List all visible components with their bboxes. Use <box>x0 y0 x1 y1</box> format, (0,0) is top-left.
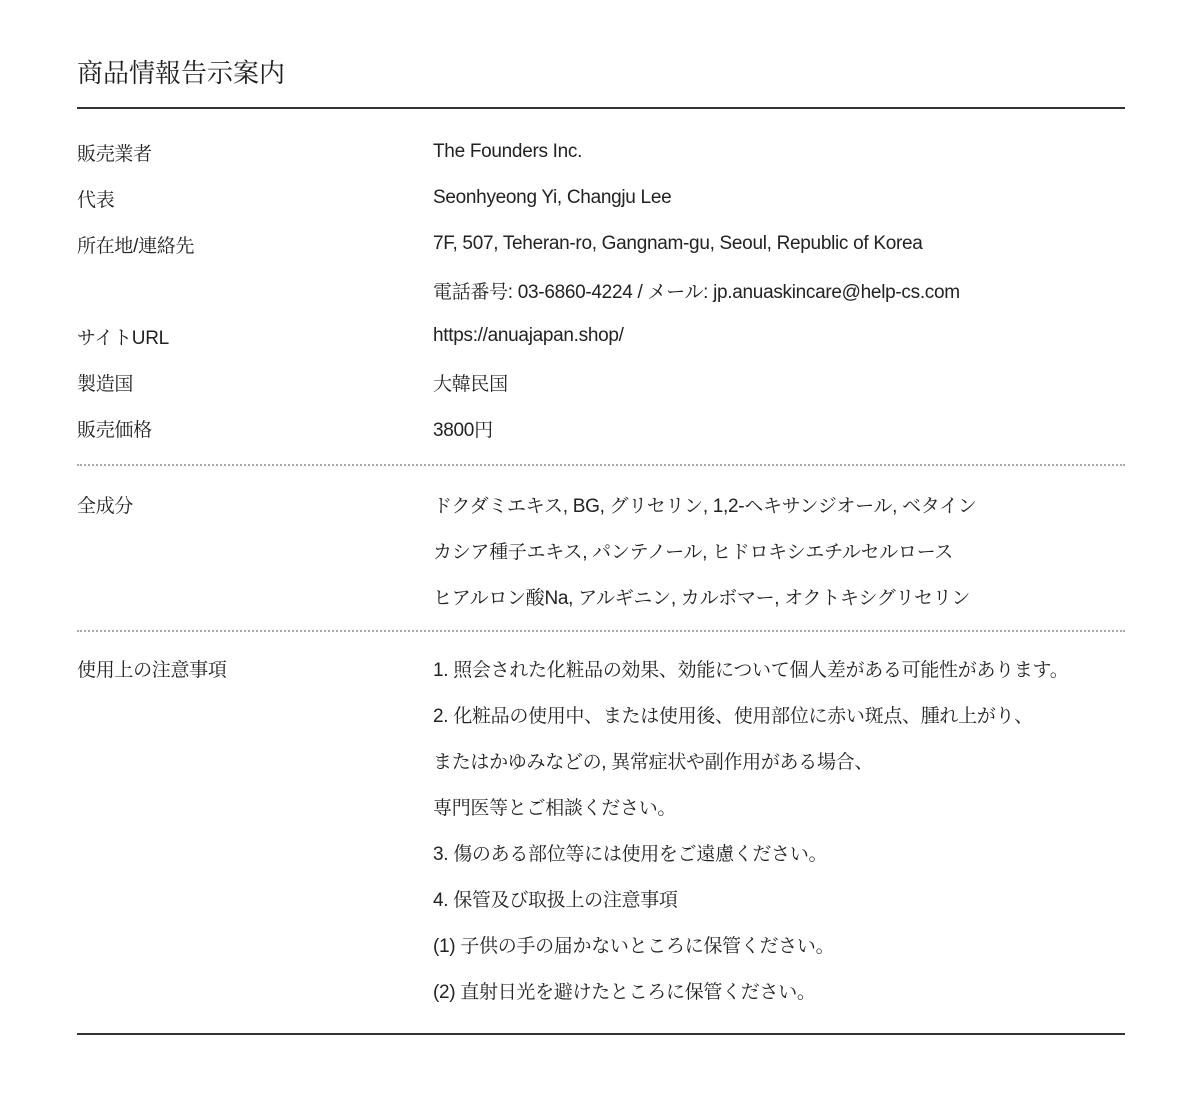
precaution-line: またはかゆみなどの, 異常症状や副作用がある場合、 <box>433 751 874 773</box>
precaution-line: 専門医等とご相談ください。 <box>433 797 677 819</box>
seller-info-section <box>77 129 1177 451</box>
precautions-label: 使用上の注意事項 <box>77 659 227 681</box>
info-value: 7F, 507, Teheran-ro, Gangnam-gu, Seoul, Republic of Korea <box>433 233 923 254</box>
info-label: 所在地/連絡先 <box>77 235 195 257</box>
ingredients-line: ヒアルロン酸Na, アルギニン, カルボマー, オクトキシグリセリン <box>433 587 971 609</box>
info-label: 代表 <box>77 189 115 211</box>
info-label: 製造国 <box>77 373 134 395</box>
info-row <box>77 267 1177 313</box>
precautions-section <box>77 645 1177 1013</box>
info-value: 大韓民国 <box>433 373 508 395</box>
info-label: 販売価格 <box>77 419 152 441</box>
info-row <box>77 175 1177 221</box>
site-url: https://anuajapan.shop/ <box>433 325 624 346</box>
precaution-line: (2) 直射日光を避けたところに保管ください。 <box>433 981 816 1003</box>
ingredients-line: ドクダミエキス, BG, グリセリン, 1,2-ヘキサンジオール, ベタイン <box>433 495 977 517</box>
precaution-line: 1. 照会された化粧品の効果、効能について個人差がある可能性があります。 <box>433 659 1069 681</box>
info-label: サイトURL <box>77 327 169 349</box>
info-value: Seonhyeong Yi, Changju Lee <box>433 187 672 208</box>
bottom-divider <box>77 1033 1125 1035</box>
precaution-line: 4. 保管及び取扱上の注意事項 <box>433 889 678 911</box>
price-value: 3800円 <box>433 419 493 441</box>
info-row <box>77 129 1177 175</box>
info-value: The Founders Inc. <box>433 141 583 162</box>
section-divider <box>77 464 1125 466</box>
precaution-line: 2. 化粧品の使用中、または使用後、使用部位に赤い斑点、腫れ上がり、 <box>433 705 1033 727</box>
precaution-line: 3. 傷のある部位等には使用をご遠慮ください。 <box>433 843 828 865</box>
precaution-line: (1) 子供の手の届かないところに保管ください。 <box>433 935 835 957</box>
section-divider <box>77 630 1125 632</box>
ingredients-line: カシア種子エキス, パンテノール, ヒドロキシエチルセルロース <box>433 541 954 563</box>
info-row <box>77 221 1177 267</box>
info-row <box>77 313 1177 359</box>
info-label: 販売業者 <box>77 143 152 165</box>
ingredients-section <box>77 481 1177 619</box>
top-divider <box>77 107 1125 109</box>
info-row <box>77 359 1177 405</box>
page-title: 商品情報告示案内 <box>77 58 286 88</box>
info-row <box>77 405 1177 451</box>
ingredients-label: 全成分 <box>77 495 134 517</box>
contact-value: 電話番号: 03-6860-4224 / メール: jp.anuaskincare@help-cs.com <box>433 281 960 303</box>
